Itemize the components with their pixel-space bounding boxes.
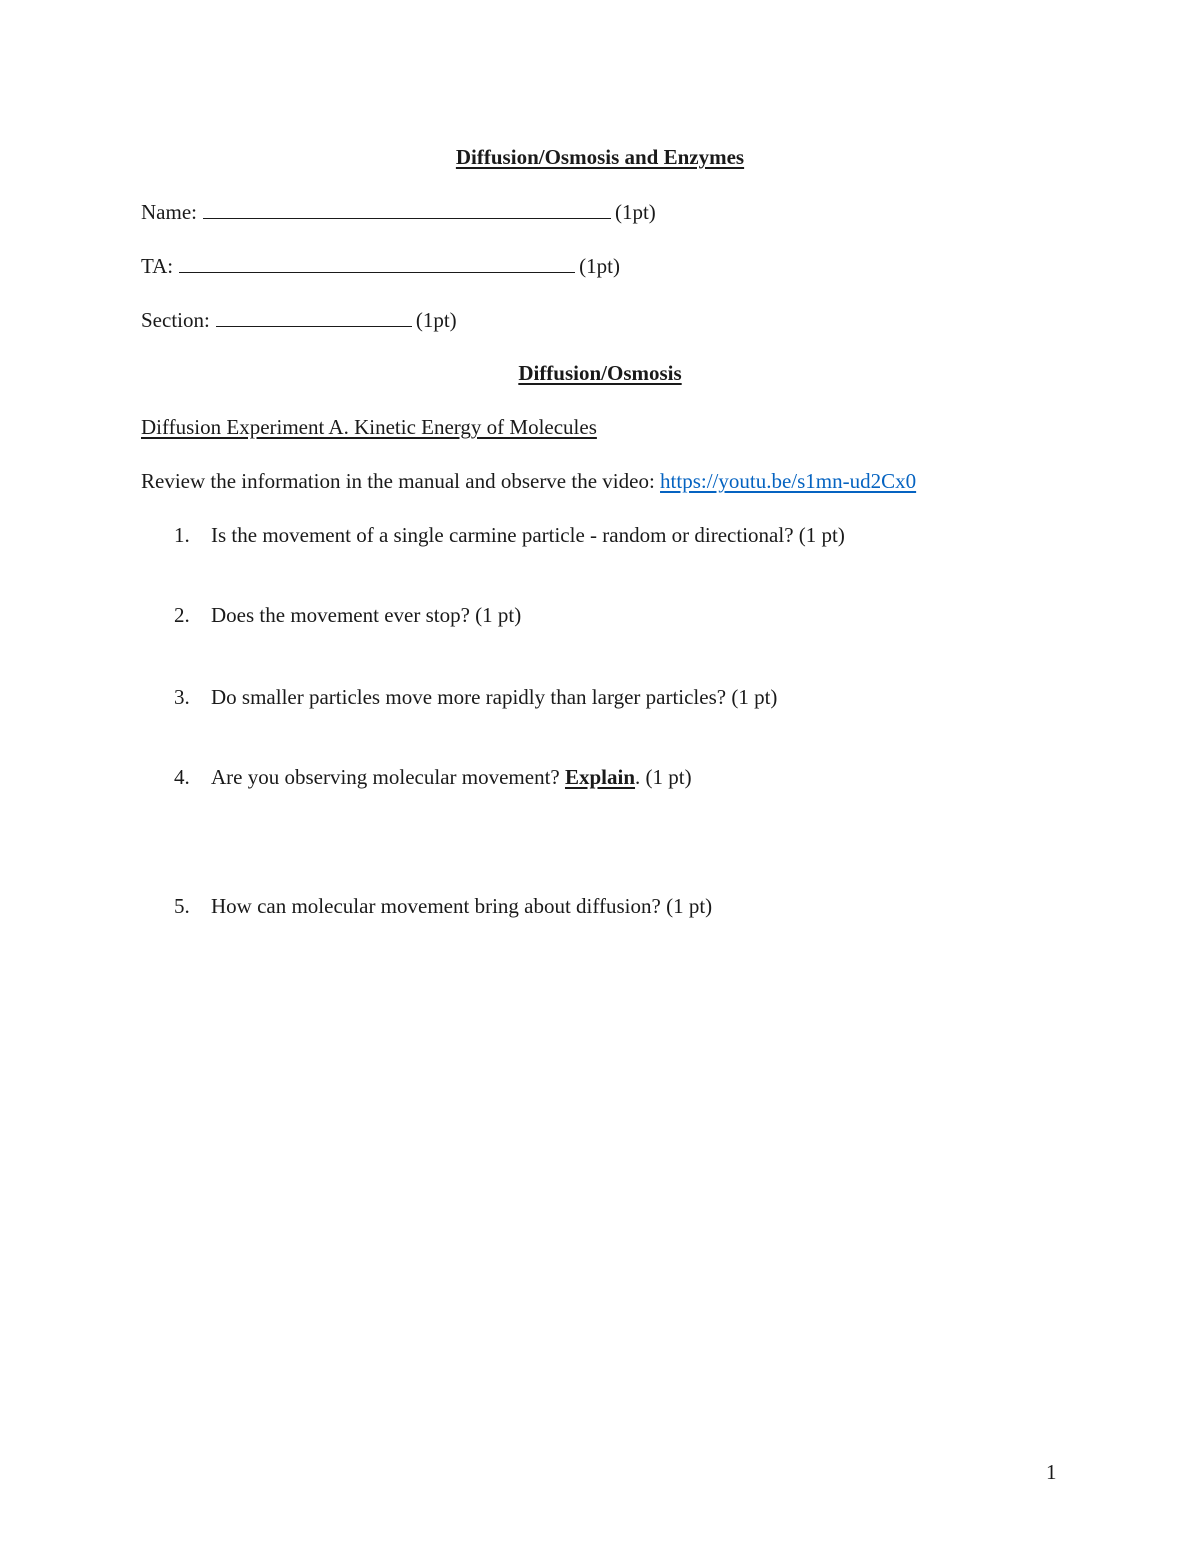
name-field-label: Name:: [141, 200, 197, 224]
name-blank-line[interactable]: [203, 198, 611, 219]
section-blank-line[interactable]: [216, 306, 412, 327]
name-field-points: (1pt): [614, 200, 656, 224]
question-number: 5.: [174, 894, 190, 918]
question-text: How can molecular movement bring about diffusion? (1 pt): [211, 894, 713, 918]
ta-blank-line[interactable]: [179, 252, 575, 273]
instruction-text: Review the information in the manual and observe the video:: [141, 469, 655, 493]
ta-field-label: TA:: [141, 254, 174, 278]
ta-field: [141, 252, 620, 279]
section-field: [141, 306, 457, 333]
question-number: 2.: [174, 603, 190, 627]
name-field: [141, 198, 656, 225]
question-number: 1.: [174, 523, 190, 547]
question-text: Are you observing molecular movement? Explain. (1 pt): [211, 765, 692, 789]
question-number: 4.: [174, 765, 190, 789]
ta-field-points: (1pt): [579, 254, 620, 278]
question-text: Do smaller particles move more rapidly than larger particles? (1 pt): [211, 685, 778, 709]
video-link[interactable]: https://youtu.be/s1mn-ud2Cx0: [660, 469, 917, 493]
instruction-line: [141, 468, 916, 494]
question-text: Is the movement of a single carmine particle - random or directional? (1 pt): [211, 523, 845, 547]
question-number: 3.: [174, 685, 190, 709]
section-heading: Diffusion/Osmosis: [518, 361, 682, 385]
page-number: 1: [1046, 1460, 1057, 1484]
question-text: Does the movement ever stop? (1 pt): [211, 603, 522, 627]
explain-emphasis: Explain: [564, 765, 636, 789]
experiment-heading: Diffusion Experiment A. Kinetic Energy of Molecules: [141, 415, 597, 439]
section-field-points: (1pt): [415, 308, 457, 332]
document-title: Diffusion/Osmosis and Enzymes: [455, 145, 745, 169]
section-field-label: Section:: [141, 308, 210, 332]
